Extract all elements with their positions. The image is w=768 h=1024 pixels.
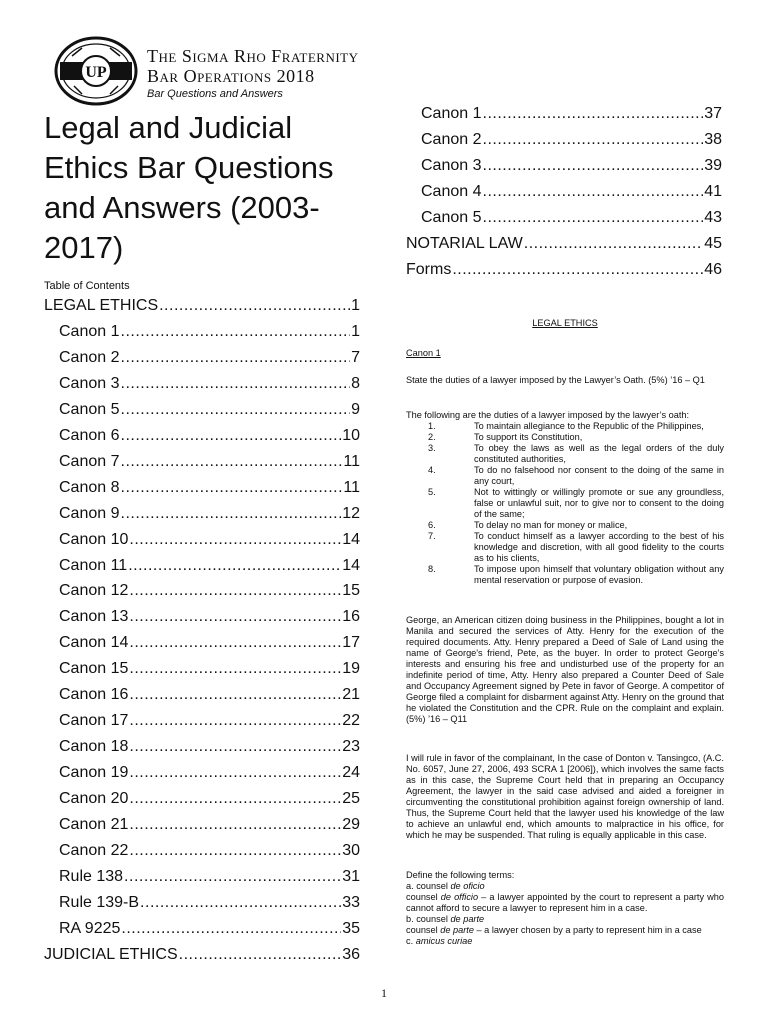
org-name-line1: The Sigma Rho Fraternity bbox=[147, 46, 359, 66]
toc-entry-page: 36 bbox=[342, 945, 360, 963]
toc-leader-dots bbox=[483, 157, 704, 175]
toc-entry-page: 21 bbox=[342, 686, 360, 704]
toc-entry[interactable] bbox=[44, 686, 360, 704]
toc-entry-page: 17 bbox=[342, 634, 360, 652]
page-number: 1 bbox=[381, 986, 387, 1000]
toc-entry-label: JUDICIAL ETHICS bbox=[44, 945, 178, 963]
duty-text: To delay no man for money or malice, bbox=[474, 520, 628, 530]
toc-entry-page: 43 bbox=[704, 209, 722, 226]
toc-entry-page: 25 bbox=[342, 790, 360, 808]
toc-entry-page: 1 bbox=[351, 297, 360, 314]
toc-entry-label: Canon 12 bbox=[59, 582, 129, 600]
toc-entry[interactable] bbox=[44, 531, 360, 549]
toc-entry[interactable] bbox=[44, 816, 360, 834]
toc-entry-label: Canon 16 bbox=[59, 686, 129, 704]
toc-entry[interactable] bbox=[44, 920, 360, 938]
toc-leader-dots bbox=[129, 764, 341, 782]
toc-entry[interactable] bbox=[44, 842, 360, 860]
toc-heading: Table of Contents bbox=[44, 280, 130, 292]
term-c-label: c. amicus curiae bbox=[406, 936, 473, 946]
duties-list bbox=[406, 421, 724, 586]
toc-entry-label: Canon 15 bbox=[59, 660, 129, 678]
toc-entry-page: 35 bbox=[342, 919, 360, 937]
duty-number: 1. bbox=[428, 421, 436, 431]
toc-entry-page: 23 bbox=[342, 738, 360, 756]
toc-entry[interactable] bbox=[406, 105, 722, 123]
toc-entry-label: Canon 3 bbox=[59, 374, 120, 392]
toc-leader-dots bbox=[159, 297, 350, 315]
toc-entry-label: NOTARIAL LAW bbox=[406, 235, 523, 252]
toc-leader-dots bbox=[129, 634, 341, 652]
toc-entry-label: Canon 5 bbox=[421, 209, 482, 226]
toc-entry[interactable] bbox=[406, 209, 722, 227]
toc-entry-label: LEGAL ETHICS bbox=[44, 297, 159, 314]
term-a-label: a. counsel de oficio bbox=[406, 881, 485, 891]
toc-entry[interactable] bbox=[44, 297, 360, 315]
toc-entry-label: RA 9225 bbox=[59, 919, 121, 937]
toc-entry[interactable] bbox=[44, 660, 360, 678]
toc-entry-label: Canon 6 bbox=[59, 426, 120, 444]
toc-entry[interactable] bbox=[44, 634, 360, 652]
toc-entry-label: Canon 1 bbox=[421, 105, 482, 122]
toc-leader-dots bbox=[121, 920, 341, 938]
duty-number: 3. bbox=[428, 443, 436, 453]
toc-entry-page: 14 bbox=[342, 530, 360, 548]
toc-entry-page: 22 bbox=[342, 712, 360, 730]
toc-entry-label: Canon 1 bbox=[59, 322, 120, 340]
definitions-block bbox=[406, 870, 724, 947]
toc-entry-label: Canon 22 bbox=[59, 841, 129, 859]
toc-leader-dots bbox=[483, 183, 704, 201]
toc-entry-page: 14 bbox=[342, 556, 360, 574]
duty-item bbox=[406, 465, 724, 487]
toc-entry-label: Canon 10 bbox=[59, 530, 129, 548]
toc-entry-page: 37 bbox=[704, 105, 722, 122]
toc-entry[interactable] bbox=[44, 894, 360, 912]
duty-number: 2. bbox=[428, 432, 436, 442]
answer-1 bbox=[406, 410, 724, 586]
svg-text:UP: UP bbox=[85, 64, 107, 81]
toc-entry-label: Canon 4 bbox=[421, 183, 482, 200]
duty-item bbox=[406, 421, 724, 432]
toc-entry[interactable] bbox=[44, 582, 360, 600]
toc-entry-page: 24 bbox=[342, 764, 360, 782]
toc-leader-dots bbox=[483, 105, 704, 123]
toc-entry[interactable] bbox=[44, 323, 360, 341]
toc-entry-label: Canon 2 bbox=[59, 348, 120, 366]
question-2: George, an American citizen doing business in the Philippines, bought a lot in Manila and secured the services of Atty. Henry for the execution of the required documents. Atty. Henry prepared a Deed of Sale of Land using the name of George's friend, Pete, as the buyer. In order to protect George's interests and ensuring his free and undisturbed use of the property for an indefinite period of time, Atty. Henry also prepared a Counter Deed of Sale and Occupancy Agreement signed by Pete in favor of George. A competitor of George filed a complaint for disbarment against Atty. Henry on the ground that he violated the Constitution and the CPR. Rule on the complaint and explain. (5%) ’16 – Q11 bbox=[406, 615, 724, 724]
toc-leader-dots bbox=[483, 209, 704, 227]
toc-leader-dots bbox=[179, 946, 342, 964]
toc-leader-dots bbox=[121, 453, 343, 471]
term-a-definition: counsel de officio – a lawyer appointed by the court to represent a party who cannot afford to secure a lawyer to represent him in a case. bbox=[406, 892, 724, 913]
toc-entry-page: 16 bbox=[342, 608, 360, 626]
canon-heading bbox=[406, 348, 724, 359]
duty-item bbox=[406, 531, 724, 564]
toc-entry[interactable] bbox=[44, 557, 360, 575]
toc-entry-page: 41 bbox=[704, 183, 722, 200]
toc-entry-page: 19 bbox=[342, 660, 360, 678]
toc-entry[interactable] bbox=[44, 764, 360, 782]
definitions-intro: Define the following terms: bbox=[406, 870, 515, 880]
toc-entry[interactable] bbox=[406, 261, 722, 279]
toc-leader-dots bbox=[140, 894, 341, 912]
toc-entry-page: 38 bbox=[704, 131, 722, 148]
toc-leader-dots bbox=[128, 557, 341, 575]
toc-entry-page: 39 bbox=[704, 157, 722, 174]
toc-entry[interactable] bbox=[44, 427, 360, 445]
toc-entry-label: Canon 19 bbox=[59, 764, 129, 782]
duty-text: To impose upon himself that voluntary obligation without any mental reservation or purpose of evasion. bbox=[474, 564, 724, 585]
toc-entry-label: Canon 14 bbox=[59, 634, 129, 652]
toc-entry-page: 45 bbox=[704, 235, 722, 252]
toc-entry-page: 33 bbox=[342, 893, 360, 911]
toc-entry-label: Forms bbox=[406, 261, 452, 278]
toc-entry[interactable] bbox=[44, 505, 360, 523]
toc-entry-page: 31 bbox=[342, 867, 360, 885]
toc-entry-page: 11 bbox=[343, 478, 360, 496]
term-b-label: b. counsel de parte bbox=[406, 914, 485, 924]
toc-leader-dots bbox=[129, 816, 341, 834]
toc-entry[interactable] bbox=[44, 608, 360, 626]
toc-entry-page: 46 bbox=[704, 261, 722, 278]
toc-leader-dots bbox=[129, 790, 341, 808]
duty-item bbox=[406, 564, 724, 586]
toc-entry-label: Canon 5 bbox=[59, 400, 120, 418]
toc-entry-label: Rule 138 bbox=[59, 867, 124, 885]
duty-text: To support its Constitution, bbox=[474, 432, 583, 442]
toc-entry-page: 30 bbox=[342, 841, 360, 859]
toc-entry[interactable] bbox=[406, 157, 722, 175]
duty-item bbox=[406, 432, 724, 443]
duty-item bbox=[406, 520, 724, 531]
duty-number: 6. bbox=[428, 520, 436, 530]
duty-number: 7. bbox=[428, 531, 436, 541]
toc-entry[interactable] bbox=[406, 183, 722, 201]
toc-leader-dots bbox=[524, 235, 703, 253]
toc-entry[interactable] bbox=[406, 235, 722, 253]
toc-entry-label: Canon 18 bbox=[59, 738, 129, 756]
toc-entry[interactable] bbox=[44, 738, 360, 756]
toc-leader-dots bbox=[129, 531, 341, 549]
duty-text: To maintain allegiance to the Republic of the Philippines, bbox=[474, 421, 704, 431]
toc-leader-dots bbox=[452, 261, 703, 279]
toc-leader-dots bbox=[121, 479, 343, 497]
toc-entry-label: Canon 2 bbox=[421, 131, 482, 148]
duty-text: To obey the laws as well as the legal orders of the duly constituted authorities, bbox=[474, 443, 724, 464]
toc-leader-dots bbox=[124, 868, 341, 886]
header-text bbox=[147, 46, 359, 100]
toc-entry[interactable] bbox=[406, 131, 722, 149]
fraternity-seal-logo bbox=[52, 36, 140, 106]
toc-entry[interactable] bbox=[44, 712, 360, 730]
duty-item bbox=[406, 443, 724, 465]
toc-leader-dots bbox=[121, 323, 351, 341]
toc-entry-page: 7 bbox=[351, 348, 360, 366]
toc-entry[interactable] bbox=[44, 868, 360, 886]
toc-leader-dots bbox=[129, 608, 341, 626]
org-name-line2: Bar Operations 2018 bbox=[147, 66, 315, 86]
duty-text: To do no falsehood nor consent to the doing of the same in any court, bbox=[474, 465, 724, 486]
toc-entry-page: 11 bbox=[343, 452, 360, 470]
toc-leader-dots bbox=[129, 738, 341, 756]
toc-entry-label: Rule 139-B bbox=[59, 893, 140, 911]
term-b-definition: counsel de parte – a lawyer chosen by a party to represent him in a case bbox=[406, 925, 702, 935]
toc-leader-dots bbox=[129, 842, 341, 860]
toc-entry[interactable] bbox=[44, 401, 360, 419]
document-header bbox=[52, 36, 432, 106]
toc-entry-label: Canon 9 bbox=[59, 504, 120, 522]
toc-entry[interactable] bbox=[44, 790, 360, 808]
toc-entry-page: 1 bbox=[351, 322, 360, 340]
toc-entry-page: 29 bbox=[342, 816, 360, 833]
toc-entry-page: 12 bbox=[342, 504, 360, 522]
question-1: State the duties of a lawyer imposed by the Lawyer’s Oath. (5%) ’16 – Q1 bbox=[406, 375, 705, 385]
toc-entry[interactable] bbox=[44, 349, 360, 367]
toc-entry[interactable] bbox=[44, 453, 360, 471]
toc-entry-page: 9 bbox=[351, 400, 360, 418]
toc-entry-label: Canon 13 bbox=[59, 608, 129, 626]
toc-entry[interactable] bbox=[44, 375, 360, 393]
toc-entry-label: Canon 7 bbox=[59, 452, 120, 470]
toc-leader-dots bbox=[129, 712, 341, 730]
toc-leader-dots bbox=[121, 375, 351, 393]
canon-1-heading: Canon 1 bbox=[406, 348, 441, 358]
toc-entry-label: Canon 20 bbox=[59, 790, 129, 808]
duty-text: To conduct himself as a lawyer according to the best of his knowledge and discretion, with all good fidelity to the courts as to his clients, bbox=[474, 531, 724, 563]
duty-text: Not to wittingly or willingly promote or sue any groundless, false or unlawful suit, nor to give nor to consent to the doing of the same; bbox=[474, 487, 724, 519]
answer-1-intro: The following are the duties of a lawyer imposed by the lawyer’s oath: bbox=[406, 410, 690, 420]
toc-entry-label: Canon 3 bbox=[421, 157, 482, 174]
toc-entry-label: Canon 21 bbox=[59, 816, 129, 833]
toc-entry-page: 8 bbox=[351, 374, 360, 392]
toc-leader-dots bbox=[129, 686, 341, 704]
duty-number: 5. bbox=[428, 487, 436, 497]
toc-entry-page: 10 bbox=[342, 426, 360, 444]
toc-entry-label: Canon 11 bbox=[59, 556, 128, 574]
duty-number: 8. bbox=[428, 564, 436, 574]
toc-leader-dots bbox=[121, 505, 342, 523]
duty-number: 4. bbox=[428, 465, 436, 475]
toc-leader-dots bbox=[121, 427, 342, 445]
toc-entry[interactable] bbox=[44, 479, 360, 497]
toc-leader-dots bbox=[129, 582, 341, 600]
toc-entry-label: Canon 17 bbox=[59, 712, 129, 730]
section-heading-legal-ethics: LEGAL ETHICS bbox=[532, 318, 598, 328]
toc-leader-dots bbox=[483, 131, 704, 149]
toc-leader-dots bbox=[129, 660, 341, 678]
header-subtitle: Bar Questions and Answers bbox=[147, 88, 283, 100]
toc-leader-dots bbox=[121, 401, 351, 419]
document-title: Legal and Judicial Ethics Bar Questions and Answers (2003-2017) bbox=[44, 110, 334, 265]
toc-entry[interactable] bbox=[44, 946, 360, 964]
toc-leader-dots bbox=[121, 349, 351, 367]
answer-2: I will rule in favor of the complainant, In the case of Donton v. Tansingco, (A.C. No. 6057, June 27, 2006, 493 SCRA 1 [2006]), which involves the same facts as in this case, the Supreme Court held that in preparing an Occupancy Agreement, the lawyer in the said case advised and aided a foreigner in circumventing the constitutional prohibition against foreign ownership of land. Thus, the Supreme Court held that the lawyer used his knowledge of the law to achieve an unlawful end, which amounts to malpractice in his office, for which he may be suspended. That ruling is equally applicable in this case. bbox=[406, 753, 724, 840]
toc-entry-page: 15 bbox=[342, 582, 360, 600]
duty-item bbox=[406, 487, 724, 520]
toc-entry-label: Canon 8 bbox=[59, 478, 120, 496]
